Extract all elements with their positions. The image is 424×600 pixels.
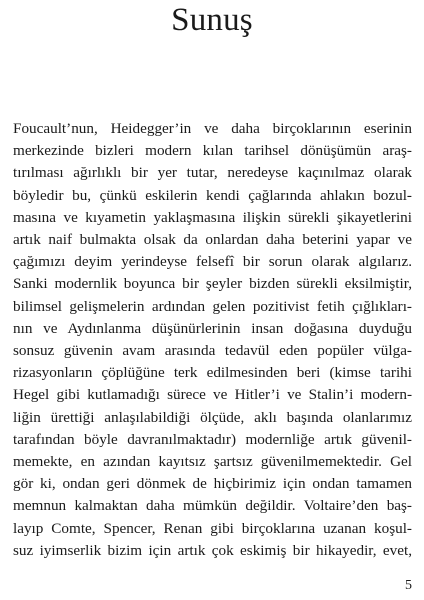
text-line: tarafından böyle davranılmaktadır) modernliğe artık güvenil- — [13, 430, 412, 448]
text-line: artık naif bulmakta olsak da onlardan daha beterini yapar ve — [13, 231, 412, 248]
text-line: merkezinde bizleri modern kılan tarihsel dönüşümün araş- — [13, 142, 412, 160]
text-line: suz iyimserlik bizim için artık çok eskimiş bir hikayedir, evet, — [13, 541, 412, 559]
text-line: liğin ürettiği anlaşılabildiği ölçüde, aklı başında olanlarımız — [13, 408, 412, 426]
chapter-title: Sunuş — [171, 2, 253, 38]
text-line: Foucault’nun, Heidegger’in ve daha birçoklarının eserinin — [13, 120, 412, 137]
text-line: gör ki, ondan geri dönmek de hiçbirimiz için ondan tamamen — [13, 475, 412, 493]
text-line: tırılması ağırlıklı bir yer tutar, neredeyse kaçınılmaz olarak — [13, 164, 412, 182]
text-line: bilimsel gelişmelerin ardından gelen pozitivist fetih çığlıkları- — [13, 297, 412, 315]
text-line: çağımızı deyim yerindeyse felsefî bir sorun olarak algılarız. — [13, 253, 412, 271]
text-line: sonsuz güvenin avam arasında tedavül eden popüler vülga- — [13, 342, 412, 359]
text-line: böyledir bu, çünkü eskilerin kendi çağlarında ahlakın bozul- — [13, 186, 412, 204]
text-line: memekte, en azından kayıtsız şartsız güvenilmemektedir. Gel — [13, 453, 412, 470]
page-number: 5 — [405, 578, 412, 593]
text-line: Sanki modernlik boyunca bir şeyler bizden sürekli eksilmiştir, — [13, 275, 412, 293]
text-line: rizasyonların çöplüğüne terk edilmesinden beri (kimse tarihi — [13, 364, 412, 382]
text-line: Hegel gibi kutlamadığı sürece ve Hitler’i ve Stalin’i modern- — [13, 386, 412, 404]
text-line: masına ve kıyametin yaklaşmasına ilişkin sürekli şikayetlerini — [13, 208, 412, 226]
text-line: layıp Comte, Spencer, Renan gibi birçoklarına uzanan koşul- — [13, 519, 412, 537]
text-line: memnun kalmaktan daha mümkün değildir. Voltaire’den baş- — [13, 497, 412, 515]
text-line: nın ve Aydınlanma düşünürlerinin insan doğasına duyduğu — [13, 319, 412, 337]
